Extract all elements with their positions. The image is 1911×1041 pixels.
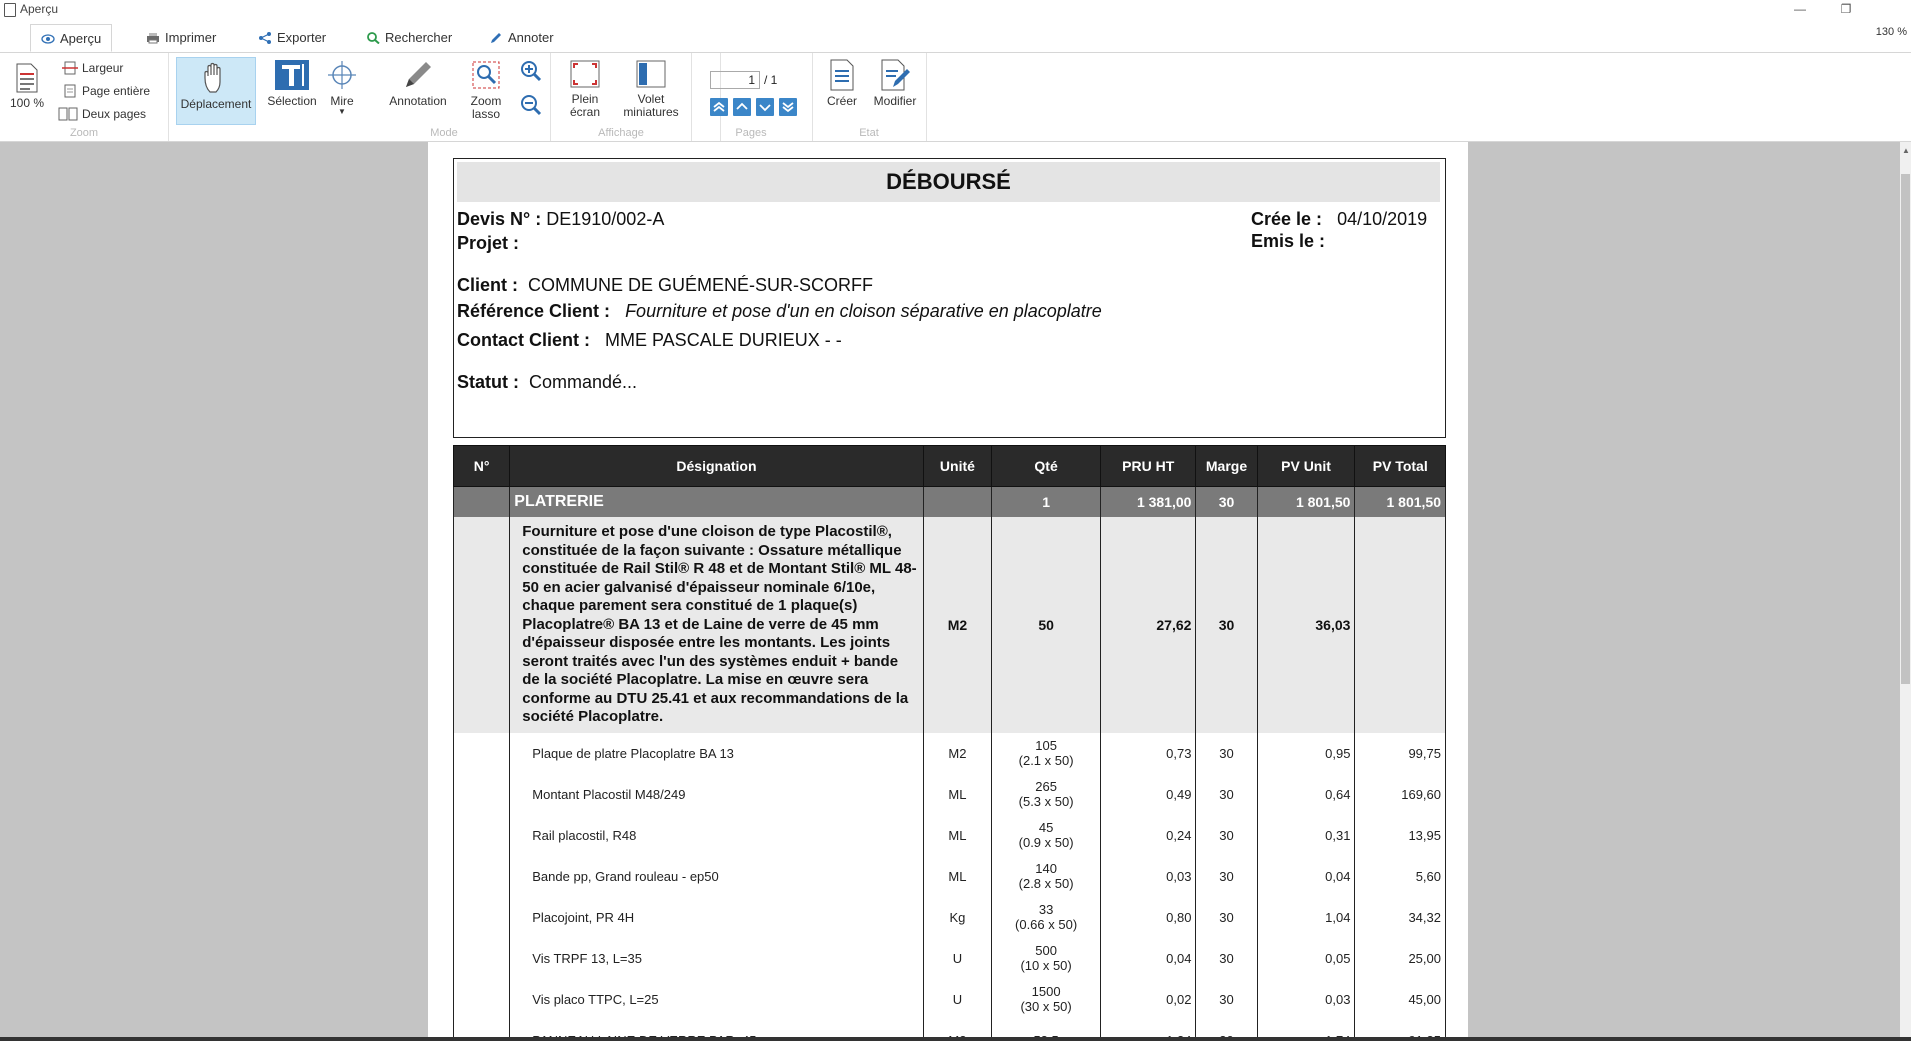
- annotation-pen-icon: [400, 59, 436, 91]
- component-unit: ML: [923, 815, 991, 856]
- component-qty: [992, 774, 1101, 815]
- component-pv-unit: 0,95: [1257, 733, 1355, 774]
- zoom-in-button[interactable]: [516, 59, 546, 87]
- tab-apercu-label: Aperçu: [60, 31, 102, 46]
- zoom-lasso-label-2: lasso: [471, 107, 500, 121]
- col-header-qte: Qté: [992, 446, 1101, 487]
- devis-field: [457, 209, 664, 230]
- component-qty: [992, 733, 1101, 774]
- zoom-100-label: 100 %: [9, 96, 45, 110]
- col-header-pru-ht: PRU HT: [1101, 446, 1196, 487]
- article-pv-unit: 36,03: [1257, 517, 1355, 733]
- component-pv-total: 25,00: [1355, 938, 1446, 979]
- modifier-label: Modifier: [873, 94, 917, 108]
- reference-client-value: Fourniture et pose d'un en cloison séparative en placoplatre: [625, 301, 1102, 321]
- tab-exporter[interactable]: [248, 24, 336, 52]
- projet-label: Projet :: [457, 233, 520, 253]
- chevron-up-icon: [733, 98, 751, 116]
- vertical-scrollbar[interactable]: [1900, 142, 1911, 1041]
- tab-imprimer-label: Imprimer: [165, 30, 217, 45]
- component-marge: 30: [1196, 856, 1257, 897]
- component-unit: U: [923, 938, 991, 979]
- component-qty-value: 33: [1038, 902, 1054, 917]
- component-qty-detail: (30 x 50): [1020, 999, 1072, 1014]
- contact-client-label: Contact Client :: [457, 330, 590, 350]
- component-num: [454, 938, 510, 979]
- cree-value: 04/10/2019: [1337, 209, 1428, 229]
- plein-ecran-button[interactable]: [557, 59, 613, 119]
- component-pv-total: 5,60: [1355, 856, 1446, 897]
- article-description: Fourniture et pose d'une cloison de type Placostil®, constituée de la façon suivante : Ossature métallique constituée de Rail Stil® R 48 et de Montant Stil® ML 48-50 en acier galvanisé d'épaisseur nominale 6/10e, chaque parement sera constitué de 1 plaque(s) Placoplatre® BA 13 et de Laine de verre de 45 mm d'épaisseur disposée entre les montants. Les joints seront traités avec l'un des systèmes enduit + bande de la société Placoplatre. La mise en œuvre sera conforme au DTU 25.41 et aux recommandations de la société Placoplatre.: [510, 517, 923, 733]
- page-100-icon: [14, 63, 40, 93]
- statut-label: Statut :: [457, 372, 519, 392]
- component-qty: [992, 856, 1101, 897]
- reference-client-label: Référence Client :: [457, 301, 611, 321]
- deplacement-label: Déplacement: [180, 97, 252, 111]
- component-row: [454, 897, 1446, 938]
- component-qty-detail: (5.3 x 50): [1018, 794, 1074, 809]
- etat-group-label: Etat: [859, 127, 879, 139]
- creer-label: Créer: [826, 94, 857, 108]
- zoom-level-readout: 130 %: [1875, 26, 1907, 38]
- zoom-lasso-button[interactable]: [462, 59, 510, 121]
- component-qty-detail: (10 x 50): [1020, 958, 1072, 973]
- section-row: [454, 487, 1446, 518]
- affichage-group-label: Affichage: [598, 127, 644, 139]
- section-pru: 1 381,00: [1101, 487, 1196, 518]
- plein-ecran-label-1: Plein: [571, 92, 599, 106]
- component-pv-unit: 0,04: [1257, 856, 1355, 897]
- ribbon-group-zoom: [0, 53, 169, 141]
- page-number-input[interactable]: 1: [710, 71, 760, 89]
- tab-apercu[interactable]: [30, 24, 112, 52]
- article-row: [454, 517, 1446, 733]
- zoom-group-label: Zoom: [69, 127, 99, 139]
- edit-report-icon: [879, 59, 911, 91]
- largeur-button[interactable]: [62, 59, 123, 77]
- double-chevron-up-icon: [710, 98, 728, 116]
- component-qty-value: 140: [1035, 861, 1057, 876]
- component-description: Bande pp, Grand rouleau - ep50: [510, 856, 923, 897]
- section-pv-total: 1 801,50: [1355, 487, 1446, 518]
- component-row: [454, 938, 1446, 979]
- component-description: Plaque de platre Placoplatre BA 13: [510, 733, 923, 774]
- double-chevron-down-icon: [779, 98, 797, 116]
- printer-icon: [146, 32, 160, 44]
- component-pv-unit: 1,04: [1257, 897, 1355, 938]
- component-pru: 0,24: [1101, 815, 1196, 856]
- component-pv-total: 34,32: [1355, 897, 1446, 938]
- zoom-lasso-icon: [470, 59, 502, 91]
- component-qty: [992, 979, 1101, 1020]
- crosshair-icon: [324, 59, 360, 91]
- page-entiere-label: Page entière: [82, 84, 151, 98]
- volet-label-1: Volet: [637, 92, 665, 106]
- scrollbar-thumb[interactable]: [1901, 174, 1910, 684]
- window-title: Aperçu: [20, 2, 59, 16]
- component-pv-total: 99,75: [1355, 733, 1446, 774]
- cree-field: [1251, 209, 1427, 230]
- volet-miniatures-button[interactable]: [617, 59, 685, 119]
- projet-field: [457, 233, 519, 254]
- component-qty-value: 105: [1035, 738, 1057, 753]
- tab-rechercher[interactable]: [356, 24, 462, 52]
- statut-value: Commandé...: [529, 372, 638, 392]
- component-row: [454, 774, 1446, 815]
- search-icon: [366, 32, 380, 44]
- article-pru: 27,62: [1101, 517, 1196, 733]
- component-row: [454, 815, 1446, 856]
- annotation-button[interactable]: [378, 59, 458, 108]
- component-description: Placojoint, PR 4H: [510, 897, 923, 938]
- eye-icon: [41, 33, 55, 45]
- section-pv-unit: 1 801,50: [1257, 487, 1355, 518]
- whole-page-icon: [62, 84, 78, 98]
- last-page-button[interactable]: [779, 98, 797, 116]
- col-header-pv-unit: PV Unit: [1257, 446, 1355, 487]
- section-name: PLATRERIE: [510, 487, 923, 518]
- component-marge: 30: [1196, 979, 1257, 1020]
- cree-label: Crée le :: [1251, 209, 1323, 229]
- document-title: DÉBOURSÉ: [457, 162, 1440, 202]
- deboursé-table: [453, 445, 1446, 1041]
- pencil-icon: [489, 32, 503, 44]
- emis-label: Emis le :: [1251, 231, 1326, 251]
- zoom-in-icon: [519, 59, 543, 83]
- component-qty-detail: (2.1 x 50): [1018, 753, 1074, 768]
- ribbon-group-pages: [690, 53, 813, 141]
- share-icon: [258, 32, 272, 44]
- article-qty: 50: [992, 517, 1101, 733]
- ribbon-tabs: [0, 20, 1911, 53]
- deplacement-button[interactable]: [176, 57, 256, 125]
- volet-label-2: miniatures: [623, 105, 679, 119]
- client-value: COMMUNE DE GUÉMENÉ-SUR-SCORFF: [528, 275, 874, 295]
- devis-value: DE1910/002-A: [546, 209, 665, 229]
- component-qty-value: 45: [1038, 820, 1054, 835]
- component-description: Vis TRPF 13, L=35: [510, 938, 923, 979]
- component-pv-total: 169,60: [1355, 774, 1446, 815]
- chevron-down-icon: [756, 98, 774, 116]
- component-qty-value: 265: [1035, 779, 1057, 794]
- component-pru: 0,49: [1101, 774, 1196, 815]
- component-pru: 0,80: [1101, 897, 1196, 938]
- col-header-pv-total: PV Total: [1355, 446, 1446, 487]
- mire-button[interactable]: [318, 59, 366, 116]
- reference-client-field: [457, 301, 1102, 322]
- component-marge: 30: [1196, 815, 1257, 856]
- document-page: [428, 142, 1468, 1041]
- two-pages-icon: [58, 107, 78, 121]
- deux-pages-label: Deux pages: [82, 107, 147, 121]
- fit-width-icon: [62, 61, 78, 75]
- component-qty: [992, 897, 1101, 938]
- section-num: [454, 487, 510, 518]
- component-marge: 30: [1196, 897, 1257, 938]
- component-pv-total: 13,95: [1355, 815, 1446, 856]
- component-qty-value: 1500: [1031, 984, 1061, 999]
- article-marge: 30: [1196, 517, 1257, 733]
- devis-label: Devis N° :: [457, 209, 542, 229]
- hand-icon: [202, 62, 230, 94]
- component-num: [454, 815, 510, 856]
- document-header-box: [453, 158, 1446, 438]
- component-row: [454, 856, 1446, 897]
- component-pv-unit: 0,64: [1257, 774, 1355, 815]
- component-pru: 0,03: [1101, 856, 1196, 897]
- component-num: [454, 897, 510, 938]
- section-marge: 30: [1196, 487, 1257, 518]
- component-qty-detail: (0.9 x 50): [1018, 835, 1074, 850]
- client-field: [457, 275, 873, 296]
- component-description: Montant Placostil M48/249: [510, 774, 923, 815]
- tab-annoter[interactable]: [479, 24, 564, 52]
- page-entiere-button[interactable]: [62, 82, 150, 100]
- component-unit: ML: [923, 856, 991, 897]
- component-unit: Kg: [923, 897, 991, 938]
- component-pv-unit: 0,03: [1257, 979, 1355, 1020]
- component-pru: 0,73: [1101, 733, 1196, 774]
- component-qty-detail: (0.66 x 50): [1015, 917, 1078, 932]
- ribbon-group-etat: [812, 53, 927, 141]
- window-title-bar: [0, 0, 1911, 20]
- component-pv-total: 45,00: [1355, 979, 1446, 1020]
- scroll-up-icon[interactable]: ▲: [1902, 146, 1910, 155]
- modifier-button[interactable]: [870, 59, 920, 108]
- page-total: / 1: [764, 73, 778, 87]
- zoom-lasso-label-1: Zoom: [470, 94, 502, 108]
- col-header-marge: Marge: [1196, 446, 1257, 487]
- component-description: Rail placostil, R48: [510, 815, 923, 856]
- largeur-label: Largeur: [82, 61, 124, 75]
- component-row: [454, 979, 1446, 1020]
- pages-group-label: Pages: [735, 127, 767, 139]
- mire-label: Mire: [330, 94, 354, 108]
- article-num: [454, 517, 510, 733]
- selection-label: Sélection: [267, 94, 317, 108]
- col-header-numero: N°: [454, 446, 510, 487]
- deux-pages-button[interactable]: [58, 105, 146, 123]
- component-num: [454, 856, 510, 897]
- thumbnails-pane-icon: [635, 59, 667, 89]
- table-header-row: [454, 446, 1446, 487]
- component-unit: ML: [923, 774, 991, 815]
- col-header-unite: Unité: [923, 446, 991, 487]
- component-pru: 0,02: [1101, 979, 1196, 1020]
- mode-group-label: Mode: [430, 127, 458, 139]
- component-pru: 0,04: [1101, 938, 1196, 979]
- component-qty-value: 500: [1035, 943, 1057, 958]
- tab-rechercher-label: Rechercher: [385, 30, 453, 45]
- mire-dropdown-icon[interactable]: ▼: [338, 107, 346, 116]
- minimize-button[interactable]: —: [1794, 2, 1806, 16]
- component-num: [454, 979, 510, 1020]
- component-row: [454, 733, 1446, 774]
- zoom-100-button[interactable]: [4, 63, 50, 110]
- document-viewport[interactable]: [0, 142, 1900, 1041]
- tab-exporter-label: Exporter: [277, 30, 327, 45]
- component-description: Vis placo TTPC, L=25: [510, 979, 923, 1020]
- component-marge: 30: [1196, 774, 1257, 815]
- col-header-designation: Désignation: [510, 446, 923, 487]
- first-page-button[interactable]: [710, 98, 728, 116]
- zoom-out-button[interactable]: [516, 93, 546, 121]
- section-qty: 1: [992, 487, 1101, 518]
- statut-field: [457, 372, 637, 393]
- component-qty: [992, 938, 1101, 979]
- ribbon: [0, 53, 1911, 142]
- previous-page-button[interactable]: [733, 98, 751, 116]
- component-unit: U: [923, 979, 991, 1020]
- tab-imprimer[interactable]: [136, 24, 226, 52]
- create-report-icon: [828, 59, 856, 91]
- text-select-icon: [274, 59, 310, 91]
- annotation-label: Annotation: [389, 94, 447, 108]
- zoom-out-icon: [519, 93, 543, 117]
- client-label: Client :: [457, 275, 518, 295]
- article-unit: M2: [923, 517, 991, 733]
- restore-button[interactable]: ❐: [1840, 2, 1852, 16]
- component-num: [454, 774, 510, 815]
- emis-field: [1251, 231, 1325, 252]
- tab-annoter-label: Annoter: [508, 30, 554, 45]
- section-unit: [923, 487, 991, 518]
- component-qty: [992, 815, 1101, 856]
- component-pv-unit: 0,31: [1257, 815, 1355, 856]
- next-page-button[interactable]: [756, 98, 774, 116]
- selection-button[interactable]: [260, 59, 324, 108]
- component-marge: 30: [1196, 733, 1257, 774]
- contact-client-field: [457, 330, 842, 351]
- ribbon-group-affichage: [550, 53, 692, 141]
- component-unit: M2: [923, 733, 991, 774]
- creer-button[interactable]: [822, 59, 862, 108]
- component-num: [454, 733, 510, 774]
- component-qty-detail: (2.8 x 50): [1018, 876, 1074, 891]
- component-pv-unit: 0,05: [1257, 938, 1355, 979]
- fullscreen-icon: [569, 59, 601, 89]
- app-icon: [4, 3, 16, 17]
- contact-client-value: MME PASCALE DURIEUX - -: [605, 330, 842, 350]
- article-pv-total: [1355, 517, 1446, 733]
- plein-ecran-label-2: écran: [569, 105, 601, 119]
- window-bottom-edge: [0, 1037, 1911, 1041]
- component-marge: 30: [1196, 938, 1257, 979]
